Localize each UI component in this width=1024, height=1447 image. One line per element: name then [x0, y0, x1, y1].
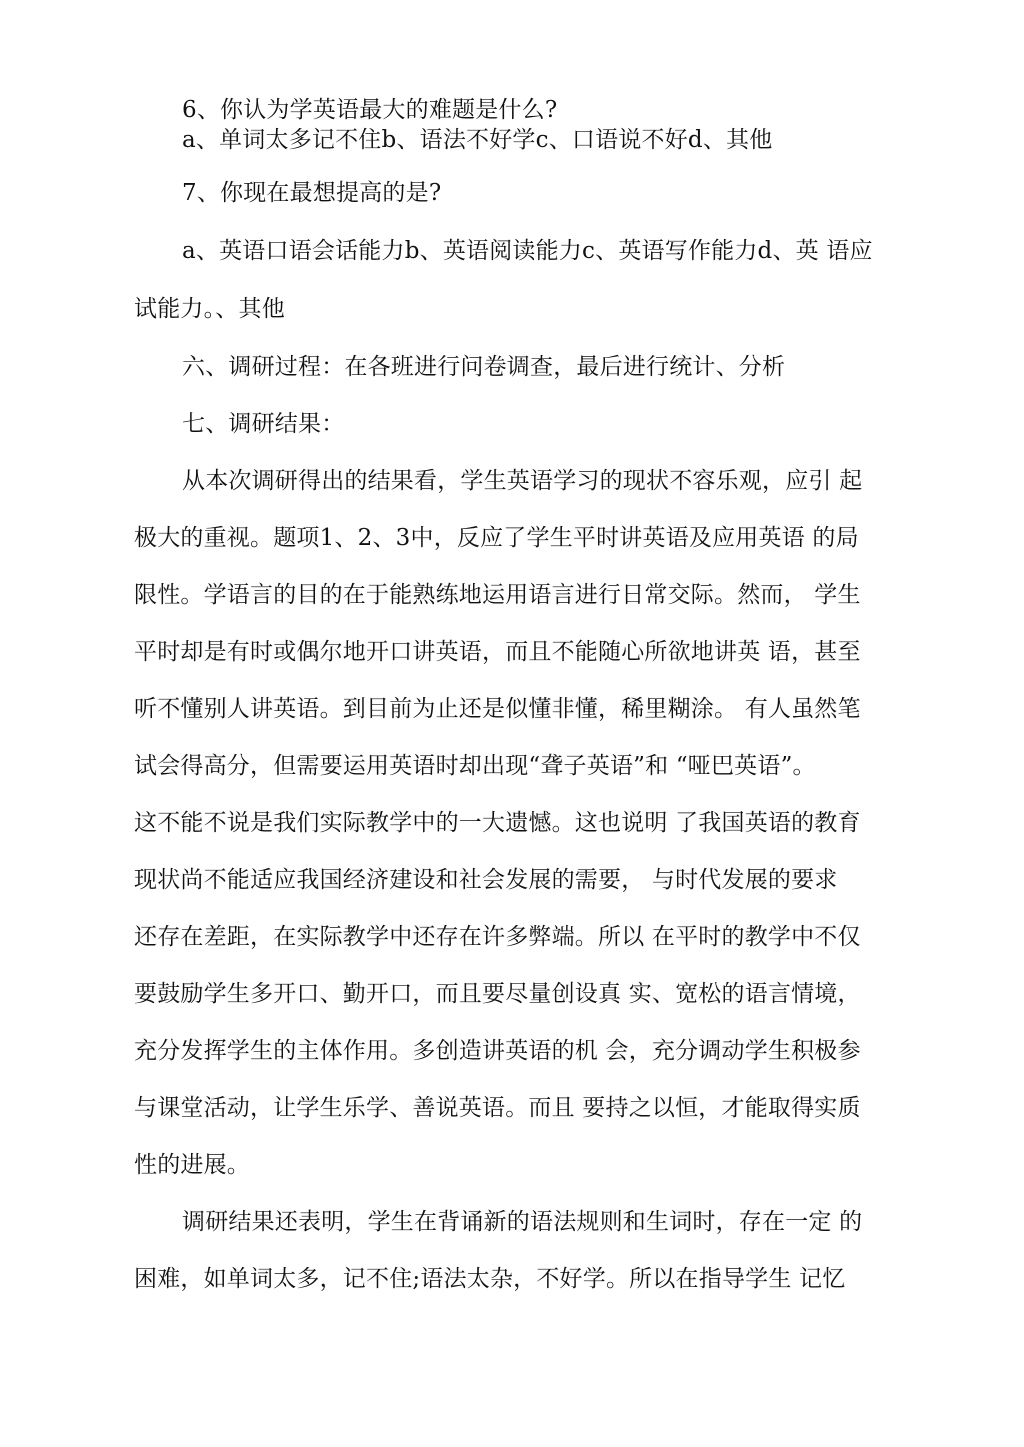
- paragraph-1-line: 听不懂别人讲英语。到目前为止还是似懂非懂，稀里糊涂。 有人虽然笔: [134, 696, 861, 722]
- paragraph-1-line: 从本次调研得出的结果看，学生英语学习的现状不容乐观，应引 起: [182, 468, 863, 494]
- section-7-heading: 七、调研结果：: [182, 411, 345, 437]
- paragraph-1-line: 试会得高分，但需要运用英语时却出现“聋子英语”和 “哑巴英语”。: [134, 753, 816, 779]
- paragraph-1-line: 要鼓励学生多开口、勤开口，而且要尽量创设真 实、宽松的语言情境，: [134, 981, 861, 1007]
- paragraph-2-line: 调研结果还表明，学生在背诵新的语法规则和生词时，存在一定 的: [182, 1209, 863, 1235]
- paragraph-1-line: 限性。学语言的目的在于能熟练地运用语言进行日常交际。然而， 学生: [134, 582, 861, 608]
- paragraph-1-line: 性的进展。: [134, 1152, 250, 1178]
- paragraph-1-line: 这不能不说是我们实际教学中的一大遗憾。这也说明 了我国英语的教育: [134, 810, 861, 836]
- paragraph-1-line: 还存在差距，在实际教学中还存在许多弊端。所以 在平时的教学中不仅: [134, 924, 861, 950]
- paragraph-2-line: 困难，如单词太多，记不住;语法太杂，不好学。所以在指导学生 记忆: [134, 1266, 846, 1292]
- paragraph-1-line: 充分发挥学生的主体作用。多创造讲英语的机 会，充分调动学生积极参: [134, 1038, 861, 1064]
- paragraph-1-line: 极大的重视。题项1、2、3中，反应了学生平时讲英语及应用英语 的局: [134, 525, 859, 551]
- paragraph-1-line: 现状尚不能适应我国经济建设和社会发展的需要， 与时代发展的要求: [134, 867, 838, 893]
- paragraph-1-line: 平时却是有时或偶尔地开口讲英语，而且不能随心所欲地讲英 语，甚至: [134, 639, 861, 665]
- section-6-heading: 六、调研过程：在各班进行问卷调查，最后进行统计、分析: [182, 354, 786, 380]
- question-6-options: a、单词太多记不住b、语法不好学c、口语说不好d、其他: [182, 127, 773, 153]
- question-6: 6、你认为学英语最大的难题是什么?: [182, 97, 558, 123]
- question-7: 7、你现在最想提高的是?: [182, 180, 442, 206]
- question-7-options-cont: 试能力。、其他: [134, 296, 285, 322]
- paragraph-1-line: 与课堂活动，让学生乐学、善说英语。而且 要持之以恒，才能取得实质: [134, 1095, 861, 1121]
- question-7-options: a、英语口语会话能力b、英语阅读能力c、英语写作能力d、英 语应: [182, 238, 873, 264]
